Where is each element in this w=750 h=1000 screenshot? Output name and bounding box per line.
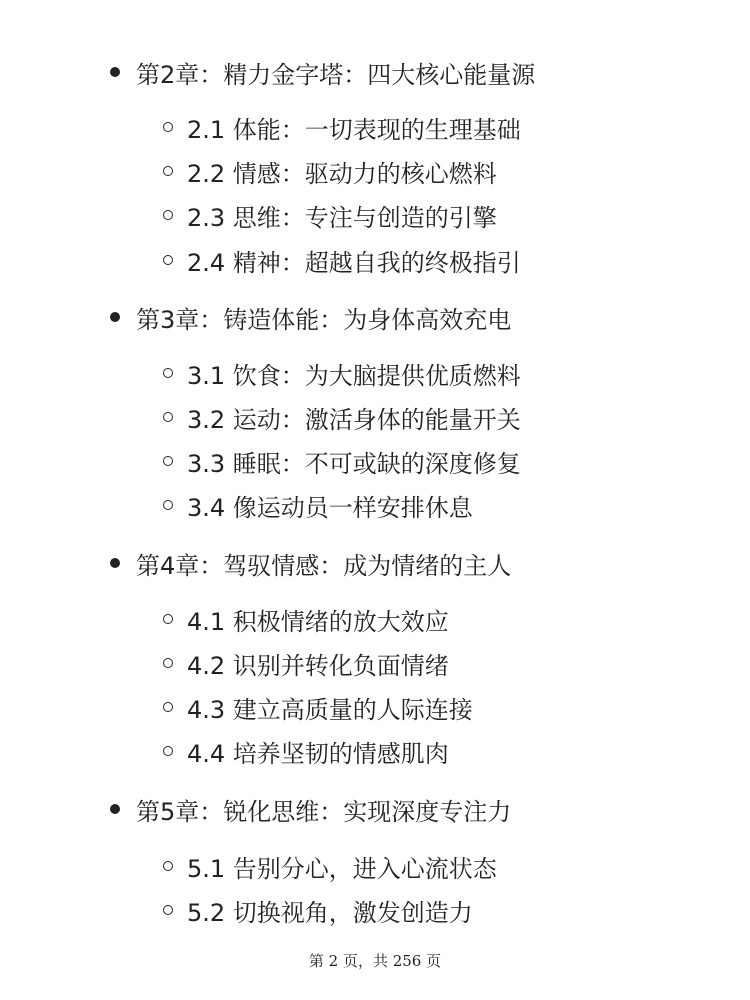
bullet-icon — [110, 804, 120, 814]
bullet-icon — [110, 312, 120, 322]
section-title: 3.3 睡眠：不可或缺的深度修复 — [187, 449, 521, 478]
section-5-2 — [163, 890, 473, 930]
circle-bullet-icon — [163, 702, 173, 712]
circle-bullet-icon — [163, 166, 173, 176]
circle-bullet-icon — [163, 122, 173, 132]
circle-bullet-icon — [163, 456, 173, 466]
section-2-2 — [163, 151, 497, 191]
circle-bullet-icon — [163, 412, 173, 422]
section-4-2 — [163, 643, 449, 683]
section-3-4 — [163, 485, 473, 525]
circle-bullet-icon — [163, 500, 173, 510]
section-4-3 — [163, 687, 473, 727]
circle-bullet-icon — [163, 861, 173, 871]
section-title: 2.2 情感：驱动力的核心燃料 — [187, 159, 497, 188]
bullet-icon — [110, 67, 120, 77]
circle-bullet-icon — [163, 614, 173, 624]
chapter-title: 第3章：铸造体能：为身体高效充电 — [136, 305, 512, 334]
section-3-1 — [163, 353, 521, 393]
section-title: 2.3 思维：专注与创造的引擎 — [187, 203, 497, 232]
chapter-title: 第2章：精力金字塔：四大核心能量源 — [136, 60, 536, 89]
section-title: 3.2 运动：激活身体的能量开关 — [187, 405, 521, 434]
section-title: 5.1 告别分心，进入心流状态 — [187, 854, 497, 883]
section-title: 3.4 像运动员一样安排休息 — [187, 493, 473, 522]
section-title: 4.3 建立高质量的人际连接 — [187, 695, 473, 724]
chapter-title: 第4章：驾驭情感：成为情绪的主人 — [136, 551, 512, 580]
circle-bullet-icon — [163, 658, 173, 668]
section-2-3 — [163, 195, 497, 235]
section-title: 2.4 精神：超越自我的终极指引 — [187, 248, 521, 277]
section-title: 5.2 切换视角，激发创造力 — [187, 898, 473, 927]
section-3-3 — [163, 441, 521, 481]
section-2-4 — [163, 240, 521, 280]
circle-bullet-icon — [163, 255, 173, 265]
bullet-icon — [110, 558, 120, 568]
chapter-2 — [110, 52, 535, 92]
section-5-1 — [163, 846, 497, 886]
section-3-2 — [163, 397, 521, 437]
circle-bullet-icon — [163, 905, 173, 915]
chapter-title: 第5章：锐化思维：实现深度专注力 — [136, 797, 512, 826]
section-title: 4.4 培养坚韧的情感肌肉 — [187, 739, 449, 768]
chapter-5 — [110, 789, 511, 829]
section-4-4 — [163, 731, 449, 771]
section-title: 2.1 体能：一切表现的生理基础 — [187, 115, 521, 144]
section-title: 3.1 饮食：为大脑提供优质燃料 — [187, 361, 521, 390]
section-title: 4.1 积极情绪的放大效应 — [187, 607, 449, 636]
section-4-1 — [163, 599, 449, 639]
page-number: 第 2 页，共 256 页 — [308, 952, 442, 970]
chapter-4 — [110, 543, 511, 583]
section-2-1 — [163, 107, 521, 147]
circle-bullet-icon — [163, 368, 173, 378]
section-title: 4.2 识别并转化负面情绪 — [187, 651, 449, 680]
circle-bullet-icon — [163, 746, 173, 756]
circle-bullet-icon — [163, 210, 173, 220]
chapter-3 — [110, 297, 511, 337]
